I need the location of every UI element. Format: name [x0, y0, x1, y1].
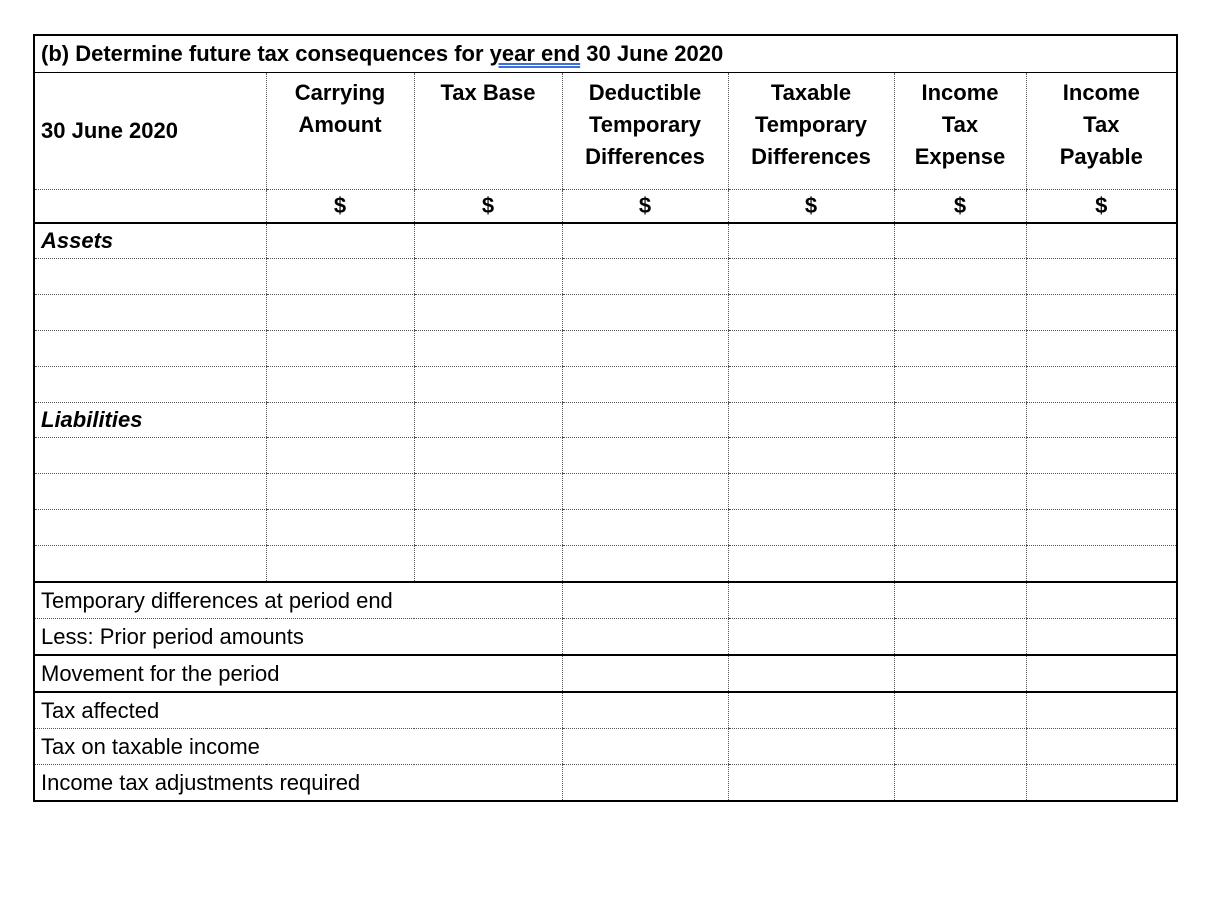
table-row — [34, 295, 1177, 331]
table-cell[interactable] — [414, 403, 562, 438]
table-cell[interactable] — [414, 331, 562, 367]
table-cell[interactable] — [1026, 729, 1177, 765]
col-header-tax-base — [414, 73, 562, 190]
currency-symbol: $ — [728, 190, 894, 224]
table-cell[interactable] — [1026, 510, 1177, 546]
table-cell[interactable] — [894, 474, 1026, 510]
header-line: Tax — [1083, 112, 1120, 137]
table-cell[interactable] — [266, 331, 414, 367]
title-prefix: (b) Determine future tax consequences for — [41, 41, 490, 66]
table-cell[interactable] — [34, 438, 266, 474]
table-cell[interactable] — [894, 619, 1026, 656]
table-cell[interactable] — [728, 367, 894, 403]
table-cell[interactable] — [728, 692, 894, 729]
table-cell[interactable] — [894, 546, 1026, 583]
table-cell[interactable] — [266, 259, 414, 295]
header-line: Tax — [941, 112, 979, 137]
header-line: Income — [921, 80, 999, 105]
summary-row-movement — [34, 655, 1177, 692]
table-cell[interactable] — [34, 474, 266, 510]
table-cell[interactable] — [34, 367, 266, 403]
table-cell[interactable] — [728, 295, 894, 331]
title-suffix: 30 June 2020 — [580, 41, 724, 66]
table-row — [34, 259, 1177, 295]
table-cell[interactable] — [562, 582, 728, 619]
col-header-carrying-amount — [266, 73, 414, 190]
table-cell[interactable] — [1026, 223, 1177, 259]
table-cell[interactable] — [266, 438, 414, 474]
table-cell[interactable] — [562, 331, 728, 367]
header-line: Income — [1062, 80, 1140, 105]
header-line: Differences — [751, 144, 871, 169]
table-cell[interactable] — [1026, 331, 1177, 367]
table-cell[interactable] — [414, 474, 562, 510]
table-cell[interactable] — [1026, 367, 1177, 403]
table-cell[interactable] — [414, 259, 562, 295]
summary-row-tax-affected — [34, 692, 1177, 729]
summary-row-tax-on-taxable-income — [34, 729, 1177, 765]
table-cell[interactable] — [562, 655, 728, 692]
table-title — [34, 35, 1177, 73]
table-cell[interactable] — [34, 331, 266, 367]
table-cell[interactable] — [414, 510, 562, 546]
table-cell[interactable] — [894, 438, 1026, 474]
summary-label: Movement for the period — [34, 655, 562, 692]
currency-row-label — [34, 190, 266, 224]
currency-row — [34, 190, 1177, 224]
summary-row-temporary-differences — [34, 582, 1177, 619]
table-cell[interactable] — [562, 295, 728, 331]
table-cell[interactable] — [728, 655, 894, 692]
table-cell[interactable] — [562, 367, 728, 403]
table-cell[interactable] — [562, 438, 728, 474]
table-cell[interactable] — [266, 367, 414, 403]
table-cell[interactable] — [728, 619, 894, 656]
table-cell[interactable] — [1026, 259, 1177, 295]
table-cell[interactable] — [728, 438, 894, 474]
table-cell[interactable] — [894, 692, 1026, 729]
table-cell[interactable] — [894, 765, 1026, 802]
table-cell[interactable] — [562, 223, 728, 259]
table-cell[interactable] — [728, 403, 894, 438]
table-cell[interactable] — [562, 619, 728, 656]
table-cell[interactable] — [266, 403, 414, 438]
table-cell[interactable] — [894, 655, 1026, 692]
header-line: Taxable — [770, 80, 852, 105]
table-cell[interactable] — [894, 223, 1026, 259]
table-cell[interactable] — [728, 510, 894, 546]
summary-row-prior-period — [34, 619, 1177, 656]
table-cell[interactable] — [728, 582, 894, 619]
table-row — [34, 438, 1177, 474]
table-cell[interactable] — [266, 295, 414, 331]
table-cell[interactable] — [562, 692, 728, 729]
table-cell[interactable] — [266, 223, 414, 259]
liabilities-label: Liabilities — [34, 403, 266, 438]
header-line: Payable — [1059, 144, 1143, 169]
table-cell[interactable] — [562, 510, 728, 546]
table-cell[interactable] — [1026, 295, 1177, 331]
table-cell[interactable] — [1026, 619, 1177, 656]
table-cell[interactable] — [414, 438, 562, 474]
table-cell[interactable] — [414, 295, 562, 331]
table-cell[interactable] — [728, 729, 894, 765]
currency-symbol: $ — [414, 190, 562, 224]
table-cell[interactable] — [34, 510, 266, 546]
summary-label: Less: Prior period amounts — [34, 619, 562, 656]
table-cell[interactable] — [562, 546, 728, 583]
tax-consequences-table — [33, 34, 1178, 802]
table-cell[interactable] — [1026, 692, 1177, 729]
table-cell[interactable] — [34, 546, 266, 583]
table-cell[interactable] — [414, 223, 562, 259]
currency-symbol: $ — [266, 190, 414, 224]
date-header: 30 June 2020 — [34, 73, 266, 190]
table-row — [34, 510, 1177, 546]
table-row — [34, 546, 1177, 583]
table-cell[interactable] — [562, 403, 728, 438]
table-cell[interactable] — [1026, 765, 1177, 802]
table-cell[interactable] — [894, 367, 1026, 403]
assets-label: Assets — [34, 223, 266, 259]
header-line: Tax Base — [440, 80, 536, 105]
title-underlined: year end — [489, 41, 581, 66]
liabilities-section-row — [34, 403, 1177, 438]
table-row — [34, 367, 1177, 403]
header-line: Amount — [298, 112, 382, 137]
header-line: Expense — [914, 144, 1006, 169]
table-cell[interactable] — [1026, 403, 1177, 438]
header-row — [34, 73, 1177, 190]
table-cell[interactable] — [562, 259, 728, 295]
table-cell[interactable] — [894, 510, 1026, 546]
table-row — [34, 474, 1177, 510]
table-cell[interactable] — [894, 259, 1026, 295]
table-cell[interactable] — [894, 295, 1026, 331]
table-cell[interactable] — [728, 546, 894, 583]
table-cell[interactable] — [728, 259, 894, 295]
table-row — [34, 331, 1177, 367]
summary-label: Temporary differences at period end — [34, 582, 562, 619]
table-cell[interactable] — [562, 474, 728, 510]
table-cell[interactable] — [562, 765, 728, 802]
table-cell[interactable] — [728, 474, 894, 510]
table-cell[interactable] — [414, 546, 562, 583]
table-cell[interactable] — [1026, 582, 1177, 619]
table-cell[interactable] — [266, 474, 414, 510]
currency-symbol: $ — [562, 190, 728, 224]
table-cell[interactable] — [266, 510, 414, 546]
table-cell[interactable] — [1026, 655, 1177, 692]
table-cell[interactable] — [1026, 474, 1177, 510]
table-cell[interactable] — [562, 729, 728, 765]
table-cell[interactable] — [1026, 546, 1177, 583]
table-cell[interactable] — [894, 582, 1026, 619]
summary-label: Tax on taxable income — [34, 729, 562, 765]
header-line: Carrying — [294, 80, 386, 105]
header-line: Temporary — [588, 112, 702, 137]
assets-section-row — [34, 223, 1177, 259]
table-cell[interactable] — [34, 259, 266, 295]
table-cell[interactable] — [894, 403, 1026, 438]
col-header-taxable-temporary-differences — [728, 73, 894, 190]
summary-label: Income tax adjustments required — [41, 769, 361, 795]
summary-label: Tax affected — [34, 692, 562, 729]
table-cell[interactable] — [728, 331, 894, 367]
header-line: Temporary — [754, 112, 868, 137]
title-row — [34, 35, 1177, 73]
table-cell[interactable] — [1026, 438, 1177, 474]
col-header-income-tax-expense — [894, 73, 1026, 190]
table-cell[interactable] — [34, 295, 266, 331]
table-cell[interactable] — [728, 765, 894, 802]
table-cell[interactable] — [414, 367, 562, 403]
table-cell[interactable] — [728, 223, 894, 259]
currency-symbol: $ — [894, 190, 1026, 224]
table-cell[interactable] — [266, 546, 414, 583]
table-cell[interactable] — [894, 331, 1026, 367]
table-cell[interactable] — [894, 729, 1026, 765]
header-line: Deductible — [588, 80, 702, 105]
col-header-income-tax-payable — [1026, 73, 1177, 190]
currency-symbol: $ — [1026, 190, 1177, 224]
header-line: Differences — [585, 144, 705, 169]
summary-row-adjustments — [34, 765, 1177, 802]
col-header-deductible-temporary-differences — [562, 73, 728, 190]
